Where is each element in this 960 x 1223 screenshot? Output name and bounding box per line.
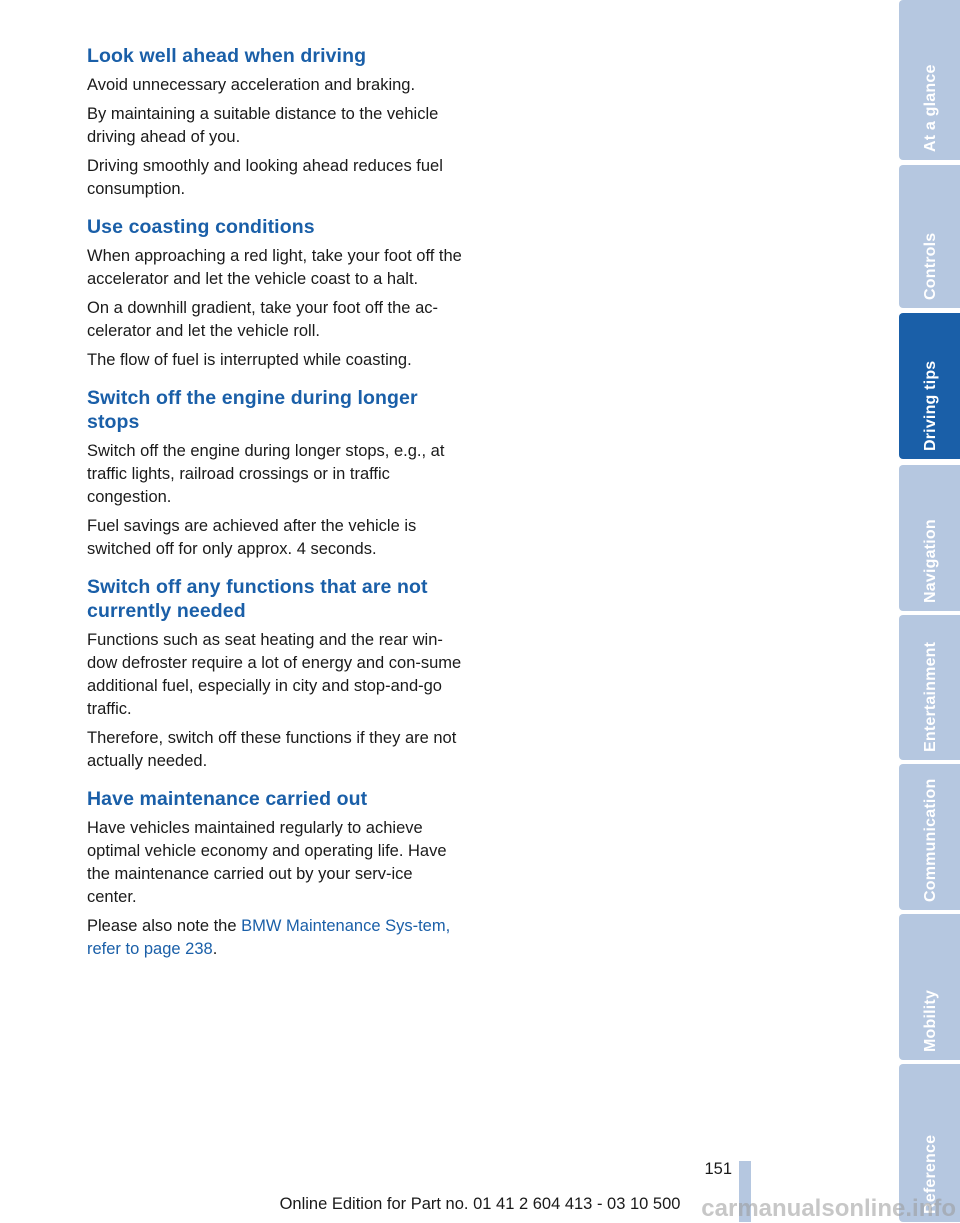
tab-driving-tips[interactable] (899, 313, 960, 459)
maintenance-system-link[interactable]: BMW Maintenance Sys‐tem, refer to page 238 (87, 917, 451, 958)
section-maintenance (87, 787, 463, 961)
section-heading: Use coasting conditions (87, 216, 315, 238)
watermark: carmanualsonline.info (701, 1195, 956, 1222)
tab-at-a-glance[interactable] (899, 0, 960, 160)
tab-mobility[interactable] (899, 914, 960, 1060)
paragraph: When approaching a red light, take your foot off the accelerator and let the vehicle coast to a halt. (87, 247, 462, 288)
section-coasting (87, 215, 463, 372)
maintenance-note (87, 915, 463, 961)
tab-label: Communication (921, 778, 939, 902)
paragraph: Fuel savings are achieved after the vehicle is switched off for only approx. 4 seconds. (87, 517, 417, 558)
tab-label: Navigation (921, 519, 939, 603)
footer-edition: Online Edition for Part no. 01 41 2 604 413 - 03 10 500 (279, 1195, 681, 1213)
tab-label: Entertainment (921, 641, 939, 752)
tab-label: Mobility (921, 989, 939, 1052)
paragraph: Therefore, switch off these functions if they are not actually needed. (87, 729, 457, 770)
tab-communication[interactable] (899, 764, 960, 910)
tab-entertainment[interactable] (899, 615, 960, 760)
chapter-sidebar (899, 0, 960, 1222)
section-look-ahead (87, 44, 463, 201)
tab-label: Reference (921, 1134, 939, 1214)
section-heading: Look well ahead when driving (87, 45, 367, 67)
tab-label: At a glance (921, 64, 939, 152)
tab-label: Controls (921, 232, 939, 300)
tab-navigation[interactable] (899, 465, 960, 611)
section-engine-off (87, 386, 463, 561)
section-functions-off (87, 575, 463, 773)
paragraph: Switch off the engine during longer stops, e.g., at traffic lights, railroad crossings or in traffic congestion. (87, 442, 445, 506)
paragraph: Avoid unnecessary acceleration and braking. (87, 76, 416, 94)
section-heading: Switch off the engine during longer stops (87, 387, 418, 433)
paragraph: The flow of fuel is interrupted while coasting. (87, 351, 412, 369)
section-heading: Switch off any functions that are not currently needed (87, 576, 428, 622)
main-content (87, 44, 463, 975)
paragraph: By maintaining a suitable distance to the vehicle driving ahead of you. (87, 105, 439, 146)
tab-controls[interactable] (899, 165, 960, 308)
page-number: 151 (704, 1160, 732, 1178)
section-heading: Have maintenance carried out (87, 788, 368, 810)
paragraph: Functions such as seat heating and the rear win‐dow defroster require a lot of energy and con‐sume additional fuel, especially in city and stop-and-go traffic. (87, 631, 462, 718)
paragraph: Driving smoothly and looking ahead reduces fuel consumption. (87, 157, 443, 198)
paragraph: On a downhill gradient, take your foot off the ac‐celerator and let the vehicle roll. (87, 299, 438, 340)
note-suffix: . (212, 940, 218, 958)
note-prefix: Please also note the (87, 917, 242, 935)
tab-label: Driving tips (921, 360, 939, 451)
paragraph: Have vehicles maintained regularly to achieve optimal vehicle economy and operating life. Have the maintenance carried out by your serv‐ice center. (87, 819, 447, 906)
